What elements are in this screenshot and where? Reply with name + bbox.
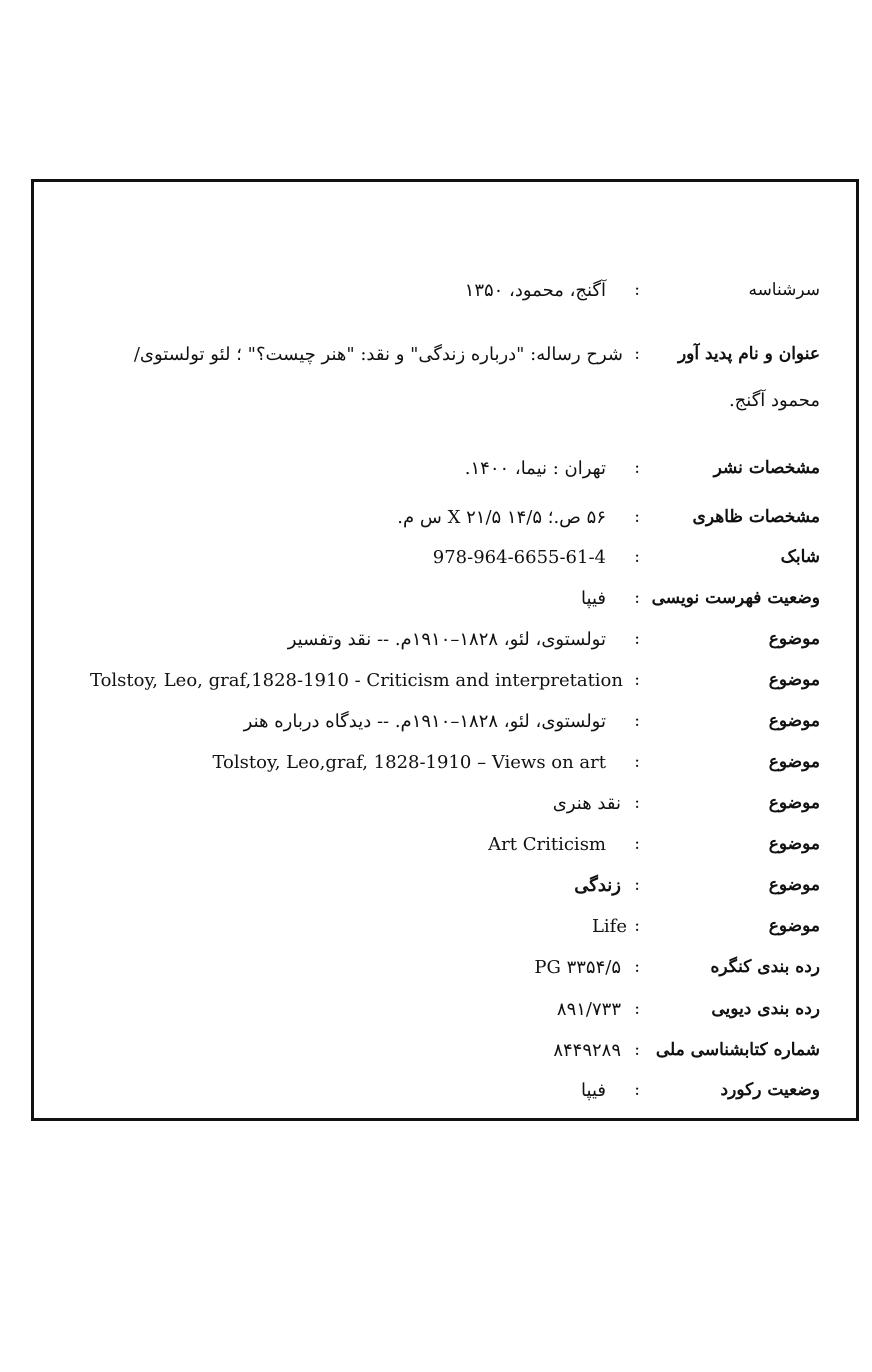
field-value: Art Criticism (488, 834, 606, 855)
field-label: مشخصات ظاهری (692, 507, 820, 527)
field-label: موضوع (768, 875, 820, 895)
record-row-subject (34, 793, 856, 833)
field-separator: : (634, 834, 640, 854)
field-separator: : (634, 629, 640, 649)
field-label: موضوع (768, 916, 820, 936)
field-value: تولستوی، لئو، ۱۸۲۸–۱۹۱۰م. -- دیدگاه درباره هنر (243, 711, 606, 732)
record-row-national-bibliography (34, 1040, 856, 1080)
record-row-subject (34, 670, 856, 710)
field-value: Tolstoy, Leo, graf,1828-1910 - Criticism and interpretation (89, 670, 623, 691)
field-label: وضعیت فهرست نویسی (651, 588, 820, 608)
field-value: فیپا (581, 588, 606, 609)
field-label: مشخصات نشر (713, 458, 820, 478)
field-separator: : (634, 670, 640, 690)
record-row-record-status (34, 1080, 856, 1120)
record-row-dewey-classification (34, 999, 856, 1039)
field-value: PG ۳۳۵۴/۵ (534, 957, 621, 978)
field-separator: : (634, 458, 640, 478)
field-label: رده بندی کنگره (710, 957, 820, 977)
field-value: فیپا (581, 1080, 606, 1101)
field-value: ۸۴۴۹۲۸۹ (553, 1040, 621, 1061)
field-value: نقد هنری (552, 793, 621, 814)
record-row-lc-classification (34, 957, 856, 997)
field-label: موضوع (768, 629, 820, 649)
field-label: موضوع (768, 711, 820, 731)
field-value: ۵۶ ص.؛ ۱۴/۵ X ۲۱/۵ س م. (397, 507, 606, 528)
record-row-cataloging-status (34, 588, 856, 628)
field-separator: : (634, 344, 640, 364)
field-separator: : (634, 711, 640, 731)
field-separator: : (634, 875, 640, 895)
field-separator: : (634, 752, 640, 772)
field-value: آگنج، محمود، ۱۳۵۰ (464, 280, 606, 301)
record-row-title (34, 344, 856, 384)
field-value: تهران : نیما، ۱۴۰۰. (464, 458, 606, 479)
field-label: موضوع (768, 834, 820, 854)
field-separator: : (634, 547, 640, 567)
field-value: Life (591, 916, 627, 937)
field-label: شابک (780, 547, 820, 567)
field-separator: : (634, 999, 640, 1019)
field-value-continued: محمود آگنج. (728, 390, 820, 411)
record-row-main-entry (34, 280, 856, 320)
field-value: تولستوی، لئو، ۱۸۲۸–۱۹۱۰م. -- نقد وتفسیر (287, 629, 606, 650)
field-label: عنوان و نام پدید آور (677, 344, 820, 364)
record-row-title-continued (34, 390, 856, 430)
field-separator: : (634, 957, 640, 977)
field-value: 978-964-6655-61-4 (432, 547, 606, 568)
field-label: موضوع (768, 793, 820, 813)
record-row-subject (34, 875, 856, 915)
field-value: Tolstoy, Leo,graf, 1828-1910 – Views on art (212, 752, 606, 773)
field-label: موضوع (768, 670, 820, 690)
record-row-subject (34, 834, 856, 874)
field-separator: : (634, 507, 640, 527)
field-label: سرشناسه (748, 280, 820, 300)
field-separator: : (634, 916, 640, 936)
field-separator: : (634, 1080, 640, 1100)
field-separator: : (634, 280, 640, 300)
record-row-isbn (34, 547, 856, 587)
field-value: زندگی (574, 875, 621, 896)
record-row-subject (34, 752, 856, 792)
record-row-subject (34, 916, 856, 956)
field-label: شماره کتابشناسی ملی (655, 1040, 820, 1060)
field-value: ۸۹۱/۷۳۳ (556, 999, 621, 1020)
catalog-record-box (31, 179, 859, 1121)
field-separator: : (634, 793, 640, 813)
field-separator: : (634, 588, 640, 608)
record-row-subject (34, 711, 856, 751)
field-label: وضعیت رکورد (720, 1080, 820, 1100)
record-row-physical (34, 507, 856, 547)
field-separator: : (634, 1040, 640, 1060)
field-label: موضوع (768, 752, 820, 772)
field-label: رده بندی دیویی (711, 999, 820, 1019)
record-row-subject (34, 629, 856, 669)
record-row-publication (34, 458, 856, 498)
field-value: شرح رساله: "درباره زندگی" و نقد: "هنر چیست؟" ؛ لئو تولستوی/ (133, 344, 623, 365)
